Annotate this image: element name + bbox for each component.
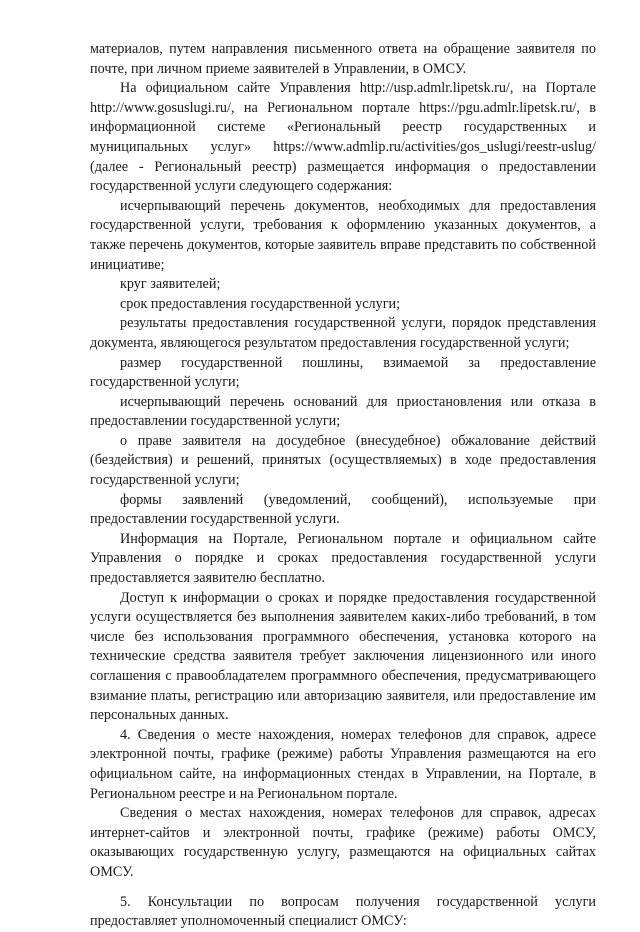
list-item-results: результаты предоставления государственной услуги, порядок представления документа, являющегося результатом предоставления государственной услуги; (90, 315, 596, 351)
list-item-fee: размер государственной пошлины, взимаемой за предоставление государственной услуги; (90, 354, 596, 391)
list-item-forms: формы заявлений (уведомлений, сообщений), используемые при предоставлении государственной услуги. (90, 491, 596, 528)
list-item-applicants: круг заявителей; (120, 276, 221, 293)
paragraph-omsu-info: Сведения о местах нахождения, номерах телефонов для справок, адресах интернет-сайтов и электронной почты, графике (режиме) работы ОМСУ, оказывающих государственную услугу, размещаются на официальных сайтах ОМСУ. (90, 805, 596, 880)
paragraph-free-info: Информация на Портале, Региональном портале и официальном сайте Управления о порядке и сроках предоставления государственной услуги предоставляется заявителю бесплатно. (90, 530, 596, 587)
paragraph-section-5: 5. Консультации по вопросам получения государственной услуги предоставляет уполномоченный специалист ОМСУ: (90, 893, 596, 930)
document-page (90, 40, 596, 932)
paragraph-continuation: материалов, путем направления письменного ответа на обращение заявителя по почте, при личном приеме заявителей в Управлении, в ОМСУ. (90, 41, 596, 77)
paragraph-official-sites: На официальном сайте Управления http://usp.admlr.lipetsk.ru/, на Портале http://www.gosuslugi.ru/, на Региональном портале https://pgu.admlr.lipetsk.ru/, в информационной системе «Региональный реестр государственных и муниципальных услуг» https://www.admlip.ru/activities/gos_uslugi/reestr-uslug/ (далее - Региональный реестр) размещается информация о предоставлении государственной услуги следующего содержания: (90, 80, 596, 195)
list-item-term: срок предоставления государственной услуги; (120, 295, 401, 312)
list-item-grounds: исчерпывающий перечень оснований для приостановления или отказа в предоставлении государственной услуги; (90, 393, 596, 430)
paragraph-section-4: 4. Сведения о месте нахождения, номерах телефонов для справок, адресе электронной почты, графике (режиме) работы Управления размещаются на его официальном сайте, на информационных стендах в Управлении, на Портале, в Региональном реестре и на Региональном портале. (90, 726, 596, 802)
list-item-appeal: о праве заявителя на досудебное (внесудебное) обжалование действий (бездействия) и решений, принятых (осуществляемых) в ходе предоставления государственной услуги; (90, 432, 596, 489)
paragraph-access: Доступ к информации о сроках и порядке предоставления государственной услуги осуществляется без выполнения заявителем каких-либо требований, в том числе без использования программного обеспечения, установка которого на технические средства заявителя требует заключения лицензионного или иного соглашения с правообладателем программного обеспечения, предусматривающего взимание платы, регистрацию или авторизацию заявителя, или предоставление им персональных данных. (90, 589, 596, 724)
list-item-documents: исчерпывающий перечень документов, необходимых для предоставления государственной услуги, требования к оформлению указанных документов, а также перечень документов, которые заявитель вправе представить по собственной инициативе; (90, 197, 596, 273)
